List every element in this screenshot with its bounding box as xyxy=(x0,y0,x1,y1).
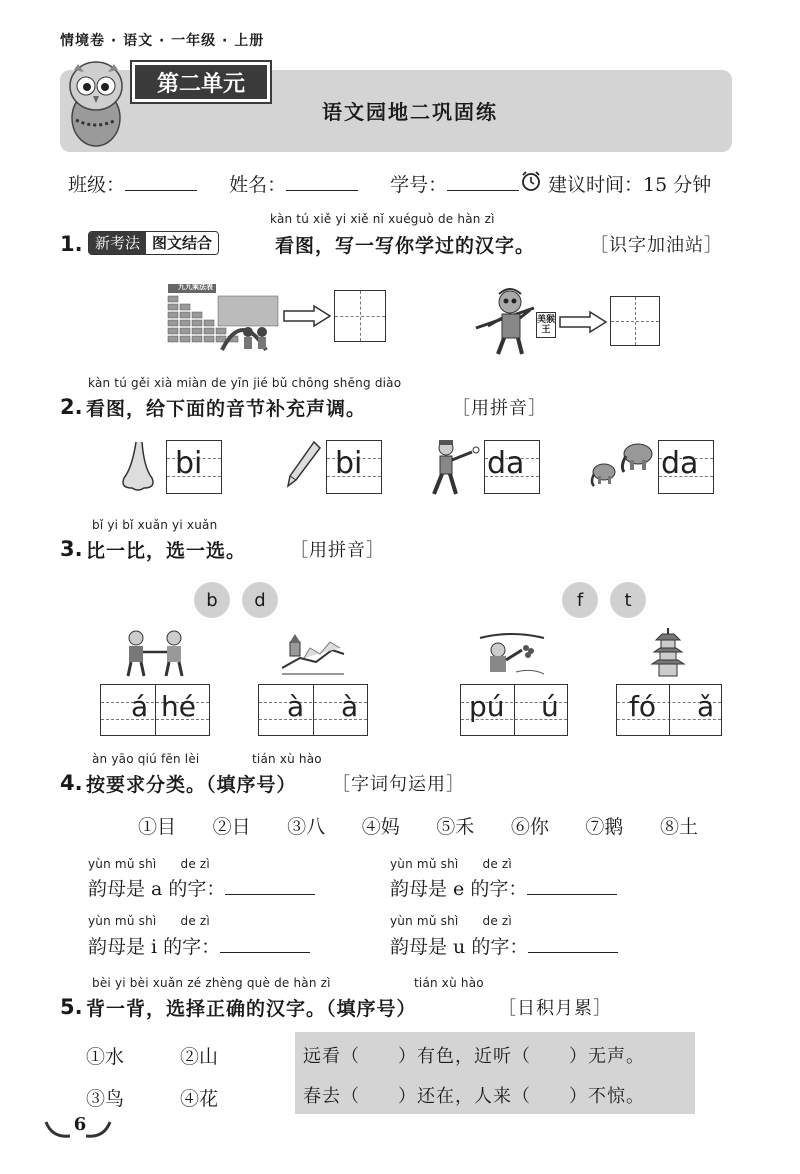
q4-prompt-e-pinyin: yùn mǔ shì de zì xyxy=(390,857,512,871)
q3-item2-b: à xyxy=(341,690,359,723)
new-method-tag: 新考法 xyxy=(89,232,146,254)
choice-circle-d: d xyxy=(242,582,278,618)
q4-options xyxy=(138,812,698,839)
q2-pinyin-box-4[interactable] xyxy=(658,440,714,494)
q2-pinyin-box-2[interactable] xyxy=(326,440,382,494)
q5-option-2: ②山 xyxy=(180,1046,219,1068)
q4-prompt-e xyxy=(390,874,617,901)
q4-prompt-u-text: 韵母是 u 的字： xyxy=(390,936,529,958)
arrow-right-icon xyxy=(558,310,608,334)
q4-prompt-u-pinyin: yùn mǔ shì de zì xyxy=(390,914,512,928)
q2-number: 2. xyxy=(60,395,83,419)
q3-item3-a: pú xyxy=(469,690,505,723)
q4-answer-i[interactable] xyxy=(220,952,310,953)
elephants-icon xyxy=(584,440,660,494)
suggested-time: 建议时间：15 分钟 xyxy=(548,174,712,196)
q2-text: 看图，给下面的音节补充声调。 xyxy=(86,398,367,420)
q2-syllable-2: bi xyxy=(335,446,363,481)
q3-text: 比一比，选一选。 xyxy=(86,540,247,562)
poem-line-2: 春去（ ）还在，人来（ ）不惊。 xyxy=(303,1086,645,1107)
q4-prompt-i xyxy=(88,932,310,959)
grape-picking-icon xyxy=(476,628,548,680)
poem-line-1: 远看（ ）有色，近听（ ）无声。 xyxy=(303,1046,645,1067)
q5-option-3: ③鸟 xyxy=(86,1088,125,1110)
name-label: 姓名： xyxy=(229,174,287,196)
q4-option-5: ⑤禾 xyxy=(436,816,475,838)
q3-pinyin: bǐ yi bǐ xuǎn yi xuǎn xyxy=(92,518,218,532)
pagoda-icon xyxy=(650,626,686,680)
q4-option-8: ⑧土 xyxy=(659,816,698,838)
q3-item1-b: hé xyxy=(161,690,196,723)
q4-option-7: ⑦鹅 xyxy=(585,816,624,838)
q4-option-4: ④妈 xyxy=(361,816,400,838)
q1-writing-grid-1[interactable] xyxy=(334,290,386,342)
q3-item4-b: ǎ xyxy=(697,690,715,723)
q4-prompt-i-pinyin: yùn mǔ shì de zì xyxy=(88,914,210,928)
q1-tag xyxy=(88,231,219,255)
q2-pinyin-box-1[interactable] xyxy=(166,440,222,494)
q4-prompt-i-text: 韵母是 i 的字： xyxy=(88,936,221,958)
page-number: 6 xyxy=(73,1114,87,1135)
q3-pinyin-box-4[interactable] xyxy=(616,684,722,736)
q2-category: ［用拼音］ xyxy=(452,398,547,419)
alarm-clock-icon xyxy=(520,170,542,192)
q5-option-4: ④花 xyxy=(180,1088,219,1110)
q5-option-1: ①水 xyxy=(86,1046,125,1068)
unit-subtitle: 语文园地二巩固练 xyxy=(322,100,498,124)
choice-circle-t: t xyxy=(610,582,646,618)
running-title: 情境卷 · 语文 · 一年级 · 上册 xyxy=(60,33,265,49)
q3-number: 3. xyxy=(60,537,83,561)
q3-item4-a: fó xyxy=(629,690,656,723)
arrow-right-icon xyxy=(282,304,332,328)
class-blank[interactable] xyxy=(125,190,197,191)
monkey-king-sign: 美猴王 xyxy=(536,312,556,338)
q1-category: ［识字加油站］ xyxy=(590,235,723,256)
q4-prompt-a xyxy=(88,874,315,901)
q2-syllable-1: bi xyxy=(175,446,203,481)
q3-item1-a: á xyxy=(131,690,149,723)
q1-text: 看图，写一写你学过的汉字。 xyxy=(275,235,536,257)
owl-mascot-icon xyxy=(58,58,134,150)
q4-answer-u[interactable] xyxy=(528,952,618,953)
student-id-label: 学号： xyxy=(390,174,448,196)
q2-syllable-4: da xyxy=(661,446,699,481)
choice-circle-f: f xyxy=(562,582,598,618)
q3-item3-b: ú xyxy=(541,690,559,723)
nose-icon xyxy=(118,440,160,494)
great-wall-icon xyxy=(280,628,346,678)
multiplication-chart-title: 九九乘法表 xyxy=(178,283,213,291)
q4-answer-e[interactable] xyxy=(527,894,617,895)
q3-category: ［用拼音］ xyxy=(290,540,385,561)
q5-number: 5. xyxy=(60,995,83,1019)
q2-syllable-3: da xyxy=(487,446,525,481)
q4-option-1: ①目 xyxy=(138,816,177,838)
q1-number: 1. xyxy=(60,232,83,256)
choice-circle-b: b xyxy=(194,582,230,618)
unit-label: 第二单元 xyxy=(132,62,270,102)
q1-writing-grid-2[interactable] xyxy=(610,296,660,346)
q1-pinyin: kàn tú xiě yi xiě nǐ xuéguò de hàn zì xyxy=(270,212,495,226)
q5-pinyin-a: bèi yi bèi xuǎn zé zhèng què de hàn zì xyxy=(92,976,331,990)
q4-number: 4. xyxy=(60,771,83,795)
picture-text-tag: 图文结合 xyxy=(146,232,218,254)
q4-option-2: ②日 xyxy=(212,816,251,838)
q4-answer-a[interactable] xyxy=(225,894,315,895)
q5-text: 背一背，选择正确的汉字。（填序号） xyxy=(86,998,417,1020)
q5-category: ［日积月累］ xyxy=(498,998,612,1019)
name-blank[interactable] xyxy=(286,190,358,191)
q3-pinyin-box-1[interactable] xyxy=(100,684,210,736)
q4-text: 按要求分类。（填序号） xyxy=(86,774,297,796)
q4-option-3: ③八 xyxy=(287,816,326,838)
q3-item2-a: à xyxy=(287,690,305,723)
q2-pinyin-box-3[interactable] xyxy=(484,440,540,494)
q3-pinyin-box-2[interactable] xyxy=(258,684,368,736)
q4-pinyin-b: tián xù hào xyxy=(252,752,322,766)
poem-box xyxy=(295,1032,695,1114)
q4-pinyin-a: àn yāo qiú fēn lèi xyxy=(92,752,200,766)
q4-prompt-a-pinyin: yùn mǔ shì de zì xyxy=(88,857,210,871)
q2-pinyin: kàn tú gěi xià miàn de yīn jié bǔ chōng shēng diào xyxy=(88,376,402,390)
q3-pinyin-box-3[interactable] xyxy=(460,684,568,736)
student-info-row xyxy=(68,170,519,197)
q5-pinyin-b: tián xù hào xyxy=(414,976,484,990)
student-id-blank[interactable] xyxy=(447,190,519,191)
children-holding-hands-icon xyxy=(116,628,196,678)
class-label: 班级： xyxy=(68,174,126,196)
pencil-icon xyxy=(284,440,322,490)
q4-prompt-a-text: 韵母是 a 的字： xyxy=(88,878,226,900)
q4-prompt-u xyxy=(390,932,618,959)
q4-prompt-e-text: 韵母是 e 的字： xyxy=(390,878,528,900)
q4-option-6: ⑥你 xyxy=(510,816,549,838)
boy-hitting-ball-icon xyxy=(424,436,482,498)
q4-category: ［字词句运用］ xyxy=(332,774,465,795)
